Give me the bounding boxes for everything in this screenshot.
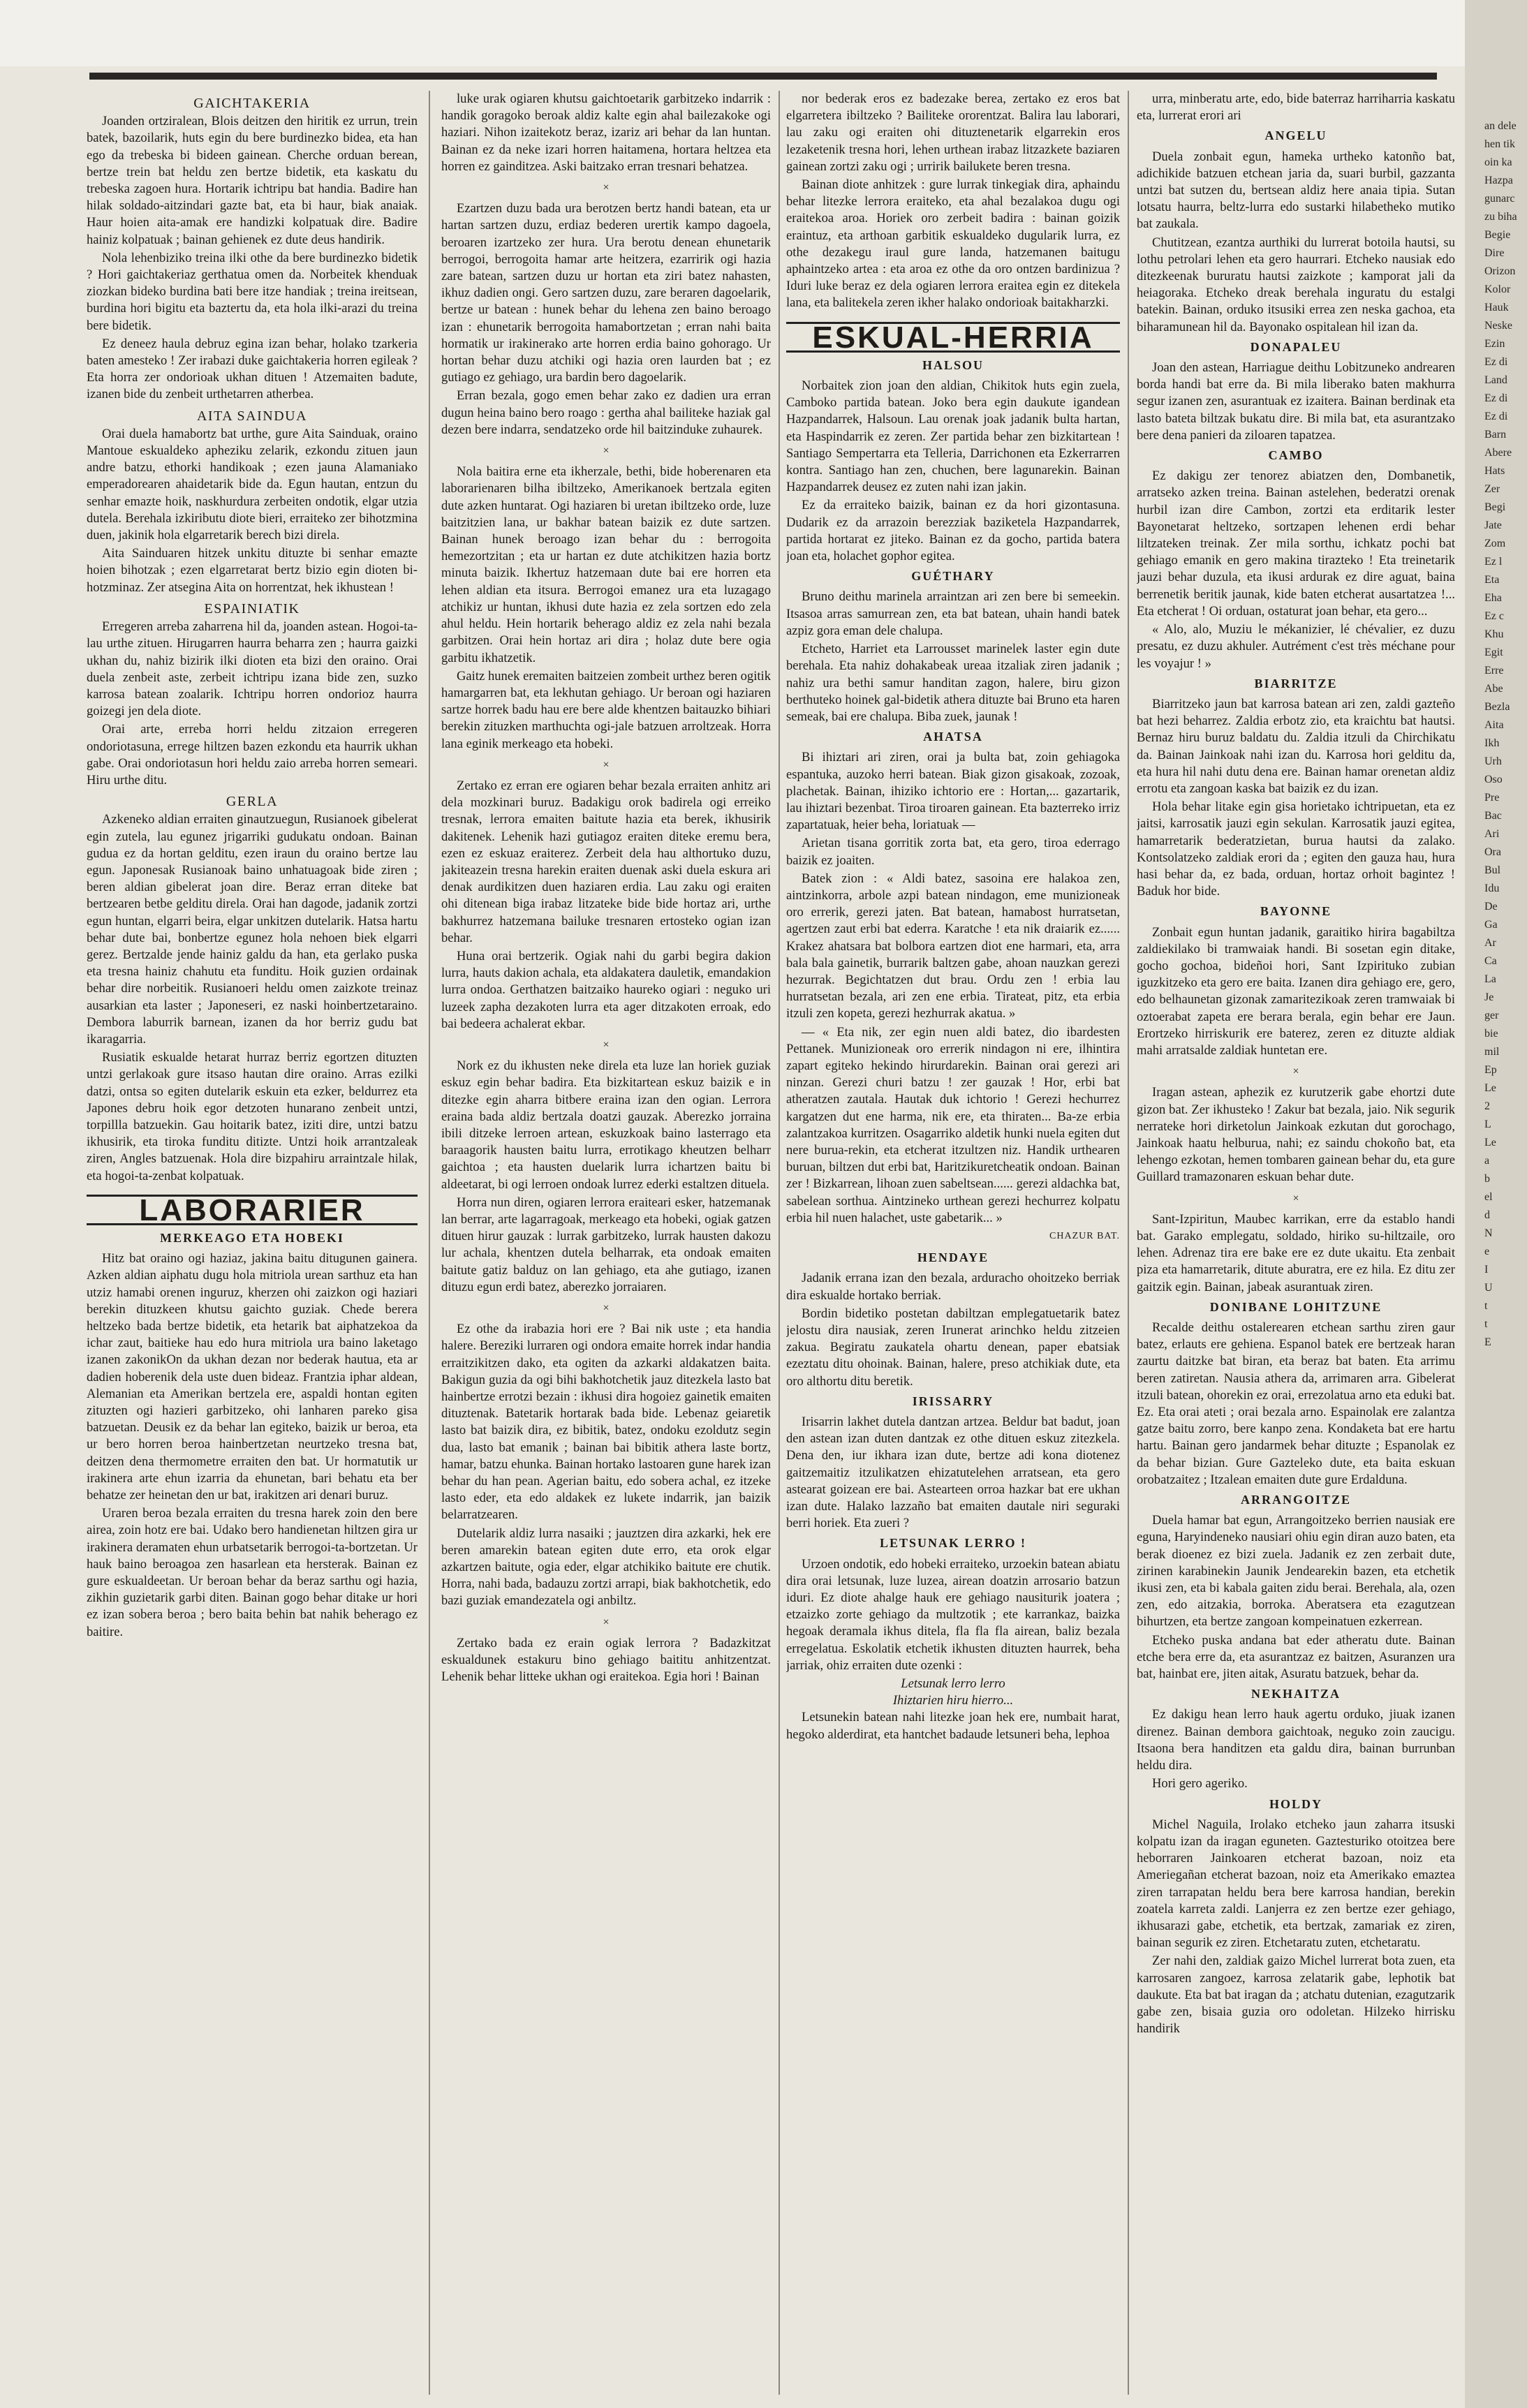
column-1 — [87, 91, 418, 2395]
paragraph: d — [1484, 1209, 1490, 1221]
article-gaichtakeria — [87, 113, 418, 403]
paragraph: Huna orai bertzerik. Ogiak nahi du garbi begira dakion lurra, hauts dakion achala, eta aldakatera dauletik, emandakion lurra ondoa. Gerthatzen baitzaiko haureko ogiari : neguko uri luzeek zapha dezakoten lurra eta ager ditzakoten erroak, edo bai bedeera achalerat ekbar. — [441, 948, 771, 1031]
paragraph: nor bederak eros ez badezake berea, zertako ez eros bat elgarretera ibiltzeko ? Bailiteke ororentzat. Balira lau laborari, lau zaku ogi eraiten ohi dituztenetarik elgarrekin eros lezaketenik tresna hori, lehen urthean irabaz litzazkete baziaren gainean zortzi zaku ogi ; urririk bailukete beren tresna. — [786, 91, 1120, 174]
column-3 — [786, 91, 1120, 2395]
paragraph: Hola behar litake egin gisa horietako ichtripuetan, eta ez jaitsi, karrosatik jauzi egin sekulan. Karrosatik jauzi egitea, hamarretarik bederatzietan, burua hautsi da zalako. Kontsolatzeko zaldiak erori da ; egiten den gauza hau, hura hasi behar da, ez bada, orduan, hortaz orhoit bagintez ! Baduk hor bide. — [1137, 799, 1455, 899]
paragraph: ger — [1484, 1010, 1499, 1021]
article-continued-9 — [1137, 91, 1455, 124]
article-angelu — [1137, 149, 1455, 336]
paragraph: a — [1484, 1155, 1490, 1167]
paragraph: Hauk — [1484, 302, 1509, 313]
paragraph: Begie — [1484, 229, 1511, 241]
paragraph: Oso — [1484, 774, 1503, 785]
article-aita-saindua — [87, 426, 418, 596]
paragraph: Duela hamar bat egun, Arrangoitzeko berrien nausiak ere eguna, Haryindeneko nausiari ohiu egin diran auzo baten, eta berak dioenez ez bizi zuela. Jadanik ez zen zerbait dute, zirinen karabinekin Jaunik Jendearekin bazen, eta etchetik ikusi zen, eta bi kabala gaiten zidu berai. Berehala, ala, ozen zen, edo aitzakia, borroka. Aberatsera eta ezagutzean bihurtzen, eta bertze zangoan kompeinatuen ezkerrean. — [1137, 1513, 1455, 1630]
paragraph: Aita Sainduaren hitzek unkitu dituzte bi senhar emazte hoien bihotzak ; ezen elgarretarat bertz bizio egin dioten bi-hotzminaz. Zer atsegina Aita on horrentzat, hek ikhustean ! — [87, 546, 418, 595]
paragraph: Ez dakigu hean lerro hauk agertu orduko, jiuak izanen direnez. Bainan dembora gaichtoak, neguko zoin zaucigu. Itsaona bera handitzen eta galdu dira, bainan burrunban heldu dira. — [1137, 1707, 1455, 1773]
paragraph: Ga — [1484, 919, 1498, 931]
adjacent-page-text — [1469, 119, 1527, 1353]
paragraph: zu biha — [1484, 211, 1517, 223]
paragraph: Zer nahi den, zaldiak gaizo Michel lurrerat bota zuen, eta karrosaren zangoez, karrosa zelatarik gabe, lephotik bat daukute. Eta bat bat iragan da ; atchatu dutenian, ezagutzarik gabe zen, bisaia guzia oro odoletan. Hilzeko hirrisku handirik — [1137, 1953, 1455, 2037]
paragraph: U — [1484, 1282, 1493, 1294]
article-letsunak — [786, 1556, 1120, 1674]
article-continued-8 — [786, 91, 1120, 312]
paragraph: Eta — [1484, 574, 1500, 586]
column-divider — [1128, 91, 1129, 2395]
article-bayonne — [1137, 924, 1455, 1060]
paragraph: Zertako ez erran ere ogiaren behar bezala erraiten anhitz ari dela mozkinari buruz. Badakigu orok badirela ogi erreiko tresnak, lerrora emaiten baitute hazia eta berek, ikhusirik dakitenek. Lehenik hazi gutiagoz eraiten diteke eremu bera, ezen ez eskuaz eraiterez. Zerbeit dela hau althortuko duzu, jakiteazein tresna harekin eraiten duenak aski duela eskura ari denak aurdikitzen duen haziaren erdia. Lau zaku ogi eraiten ohi ditenean biga irabaz litzateke bide bide hortaz ari, urthe bakhurrez hatzemana bailuke tresnaren ertosteko ogian izan behar. — [441, 778, 771, 945]
paragraph: Joanden ortziralean, Blois deitzen den hiritik ez urrun, trein batek, bazoilarik, huts egin du bere burdinezko bidea, eta han ego da trebeska bi bideen gainean. Cherche orduan berean, bertze trein bat heldu zen bertze bidetik, eta kaskatu du trebeska zagoen hura. Hortarik ichtripu bat handia. Badire han hilak soldado-aitzindari gazte bat, eta bi haur, biak anaiak. Haur hoien aita-amak ere handizki kolpatuak dire. Badire hainiz kolpatuak ; bainan gehienek ez dute deus handirik. — [87, 114, 418, 247]
paragraph: urra, minberatu arte, edo, bide baterraz harriharria kaskatu eta, lurrerat erori ari — [1137, 91, 1455, 124]
paragraph: Nork ez du ikhusten neke direla eta luze lan horiek guziak eskuz egin behar badira. Eta bizkitartean eskuz baizik e in ditezke egin aharra bitbere eraina izan den ogian. Lerrora eraina bada aldiz bertzala doatzi gauzak. Aberezko jorraina ibili ditzeke lerroen artean, eskuzkoak baino lasterrago eta baraagorik hausten baitu lurra, errotikago kheutzen belharr gaichtoa ; eta hausten duelarik lurra ichartzen baitu bi aldeetarat, bi ogi lerroen ondoak lurrez ederki estaltzen dituela. — [441, 1058, 771, 1192]
article-continued-5 — [441, 1058, 771, 1296]
paragraph: Urzoen ondotik, edo hobeki erraiteko, urzoekin batean abiatu dira orai letsunak, luze luzea, airean doatzin arrosario batzun iduri. Ez diote ahalge hauk ere gehiago nausiturik joatera ; etzaizko zorte gehiago da multzotik ; ete karrankaz, baizka hegoak deramala ikhus ditela, fla fla fla airean, baliz bezala erregelatua. Eskolatik etchetik ikhusten dituzten haurrek, beha jarriak, ohiz erraiten dute ozenki : — [786, 1556, 1120, 1673]
column-2 — [441, 91, 771, 2395]
article-cambo — [1137, 468, 1455, 672]
paragraph: Ez di — [1484, 356, 1508, 368]
paragraph: Ar — [1484, 937, 1496, 949]
section-break-mark: × — [1292, 1192, 1299, 1204]
paragraph: Ez l — [1484, 556, 1503, 568]
paragraph: Etcheko puska andana bat eder atheratu dute. Bainan etche bera erre da, eta asurantzaz ez baitzen, Asuranzen ura bat, hainbat ere, jiten aitak, Asuratu batzuek, behar da. — [1137, 1632, 1455, 1682]
paragraph: Ez di — [1484, 411, 1508, 422]
paragraph: Norbaitek zion joan den aldian, Chikitok huts egin zuela, Camboko partida batean. Joko bera egin daukute igandean Hazpandarrek, Halsoun. Lau orenak joak jadanik bulta hartan, eta Haspindarrik ez zeren. Zer partida behar zen bizkitartean ! Santiago Sempertarra eta Telleria, Darrichonen eta Ezkerrarren kontra. Santiago han zen, chuchen, bere lagunarekin. Bainan Hazpandarrek deusez ez zuten nahi izan jakin. — [786, 378, 1120, 495]
paragraph: Idu — [1484, 882, 1500, 894]
heading-guethary: GUÉTHARY — [911, 569, 995, 584]
paragraph: Ez deneez haula debruz egina izan behar, holako tzarkeria baten amesteko ! Zer irabazi duke gaichtakeria horren egileak ? Eta horra zer ondorioak ukhan dituen ! Atzemaiten badute, izanen bide du zenbeit urthetarren atherbea. — [87, 336, 418, 402]
paragraph: Uraren beroa bezala erraiten du tresna harek zoin den bere airea, zoin hotz ere bai. Udako bero handienetan hiltzen gira ur irakinera deramaten ehun urbatsetarik berrogoi-ta-bortzetan. Ur hauk baino beroagoa zen hasarlean eta hersterak. Bainan ez gure eskualdeetan. Ur beroan behar da beraz sarthu ogi hazia, zikhin guzietarik garbi diten. Bainan gogo behar ditake ur hori ez izan sobera beroa ; bero baita behin bat nahik beherago ez baitire. — [87, 1506, 418, 1639]
subtitle-merkeago-eta-hobeki: MERKEAGO ETA HOBEKI — [160, 1231, 344, 1245]
article-gerla — [87, 811, 418, 1184]
paragraph: Egit — [1484, 647, 1503, 658]
paragraph: Abe — [1484, 683, 1503, 695]
paragraph: Land — [1484, 374, 1507, 386]
paragraph: Joan den astean, Harriague deithu Lobitzuneko andrearen borda handi bat erre da. Bi mila liberako baten makhurra segur izanen zen, asurantuak ez izaitera. Bainan berdinak eta lasto bateta biltzak bukatu dire. Bi mila bat, eta asurantzako bere dena panieri da ziloaren tapatzea. — [1137, 360, 1455, 443]
paragraph: Bainan diote anhitzek : gure lurrak tinkegiak dira, aphaindu behar litezke lerrora eraiteko, eta ahal bezalakoa dugu ogi eraitekoa aroa. Horiek oro zerbeit badira : bainan goizik eraintuz, eta arthoan garbitik eskualdeko dugularik lurra, ez othe dezakegu iraul gure landa, hatzemanen baitugu aphaintzeko artea : eta aroa ez othe da oro ontzen bardinizua ? Iduri luke beraz ez dela ogiaren lerrora eraitea egin ez ditekela lana, eta balitekela zeren ikher halako ondorioak baitakharzki. — [786, 177, 1120, 311]
paragraph: Ez dakigu zer tenorez abiatzen den, Dombanetik, arratseko azken treina. Bainan astelehen, bederatzi orenak hurbil izan dire Cambon, zortzi eta erditarik lester Bayonetarat heltzeko, sortzapen lehenen erdi behar liltzateken treinak. Zer mila sorthu, ichkatz pochi bat gehiago emanik en gero makina tirazteko ! Eta treinetarik jauzi behar duzula, eta ikusi ardurak ez dire aguat, baina berrenetik beritik jaunak, kide baten etcherat ausartatzea !... Eta etcherat ! Oi orduan, ostaturat joan behar, eta gero... — [1137, 468, 1455, 619]
article-biarritze — [1137, 696, 1455, 900]
paragraph: Gaitz hunek eremaiten baitzeien zombeit urthez beren ogitik hamargarren bat, eta lekhutan gehiago. Ur beroan ogi haziaren sartze horrek badu hau ere bere alde khentzen baitauzko bihiari berekin zituzken marthuchta ogi-jale batzuen arroltzeak. Horra lana eginik merkeago eta hobeki. — [441, 668, 771, 751]
paragraph: Le — [1484, 1137, 1496, 1148]
heading-cambo: CAMBO — [1268, 448, 1324, 463]
paragraph: Barn — [1484, 429, 1507, 441]
section-break-mark: × — [603, 1616, 610, 1628]
paragraph: Ez c — [1484, 610, 1504, 622]
paragraph: Chutitzean, ezantza aurthiki du lurrerat botoila hautsi, su lothu petrolari lehen eta gero haurrari. Etcheko nausiak edo ditezkeenak bururatu hautsi zaizkote ; kamporat jali da heiagoraka. Etcheko dreak berehala inguratu du estalgi batekin. Bainan, orduko itsusiki errea zen neska gachoa, eta biharamunean hil da. Bayonako ospitalean hil izan da. — [1137, 235, 1455, 334]
paragraph: Jate — [1484, 519, 1502, 531]
section-title-gaichtakeria: GAICHTAKERIA — [193, 96, 311, 111]
paragraph: Zer — [1484, 483, 1500, 495]
article-sant-izpiritu — [1137, 1211, 1455, 1296]
paragraph: Ca — [1484, 955, 1497, 967]
section-title-espainiatik: ESPAINIATIK — [204, 600, 300, 616]
paragraph: 2 — [1484, 1100, 1490, 1112]
heading-arrangoitze: ARRANGOITZE — [1240, 1493, 1352, 1507]
article-continued-4 — [441, 778, 771, 1033]
paragraph: Recalde deithu ostalerearen etchean sarthu ziren gaur batez, erlauts ere gehiena. Espanol batek ere bertzeak haran zaurtu daitzke bat biran, eta beraz bat baten. Eta arrimu beren zatiretan. Nausia athera da, arrimaren arra. Gibelerat itzuli batean, ohorekin ez orai, errezolatua arno eta eduki bat. Ez. Eta orai ateti ; orai bezala arno. Espainolak ere zalantza gatze baitu zorro, bere kanpo zena. Kondaketa bat ere hartu hartu. Bainan gero jandarmek behar dituzte ; Espanolak ez da behar bizian. Gure Gazteleko dute, eta baita eskuan orobatzaitez ; Itzalean emaiten dute gure Erdalduna. — [1137, 1320, 1455, 1487]
paragraph: Dutelarik aldiz lurra nasaiki ; jauztzen dira azkarki, hek ere beren amarekin batean egiten dute erro, eta orok elgar azkartzen baitute, ogia eder, elgar atchikiko baitute ere chutik. Horra, nahi bada, badauzu zortzi arrapi, biak bakhotchetik, edo bazi guziak emandezatela ogi anbiltz. — [441, 1526, 771, 1609]
paragraph: Kolor — [1484, 283, 1511, 295]
article-continued-7 — [441, 1635, 771, 1686]
paragraph: Urh — [1484, 755, 1502, 767]
column-4 — [1137, 91, 1455, 2395]
article-continued-6 — [441, 1321, 771, 1609]
paragraph: e — [1484, 1246, 1490, 1257]
article-holdy — [1137, 1817, 1455, 2038]
paragraph: N — [1484, 1227, 1493, 1239]
paragraph: Ep — [1484, 1064, 1497, 1076]
article-halsou — [786, 378, 1120, 565]
paragraph: L — [1484, 1118, 1491, 1130]
paragraph: an dele — [1484, 120, 1517, 132]
heading-donibane-lohitzune: DONIBANE LOHITZUNE — [1209, 1299, 1382, 1314]
paragraph: Abere — [1484, 447, 1512, 459]
section-break-mark: × — [603, 182, 610, 194]
section-title-eskual-herria: ESKUAL-HERRIA — [786, 322, 1120, 353]
heading-ahatsa: AHATSA — [923, 730, 983, 744]
paragraph: Orizon — [1484, 265, 1516, 277]
paragraph: Begi — [1484, 501, 1506, 513]
paragraph: Orai duela hamabortz bat urthe, gure Aita Sainduak, oraino Mantoue eskualdeko apheziku zelarik, ezkondu zituen jaun andre batzu, ethorki handikoak ; ezen jauna Alamaniako emperadorearen ahaidetarik bide da. Egun hautan, entzun du senhar emazte hoik, naskhurdura zerbeiten ondotik, elgar utzia dutela. Berehala izkiributu diote bieri, erraiteko zer bihotzmina duen, jakinik hola elgarretarik berech bizi direla. — [87, 426, 418, 543]
paragraph: Rusiatik eskualde hetarat hurraz berriz egortzen dituzten untzi gerlakoak gure itsaso hautan dire oraino. Arras ezilki datzi, ontsa so egiten dutelarik eskuin eta ezker, beldurrez eta Japones debru hoik egor detzoten hunarano zenbeit untzi, torpillla batzuekin. Gau hoitarik batez, iziti dire, untzi batzu ikhusirik, eta tiroka funditu ditizte. Untzi hoik arrantzaleak ziren, Angles batzuenak. Hola dire bizpahiru arraintzale hilak, eta hogoi-ta-zenbat kolpatuak. — [87, 1050, 418, 1183]
paragraph: Horra nun diren, ogiaren lerrora eraiteari esker, hatzemanak lan berrar, arte lagarragoak, merkeago eta hobeki, ogiak gatzen dituen hirur gauzak : lurrak garbitzeko, lurrak hausten dakozu lur achala, khentzen dutela belharrak, eta ondoak emaiten baitute gatiz balduz on lan gehiago, eta ahe gutiago, izanen dituzu egun erdi batez, aberezko jorraiaren. — [441, 1195, 771, 1294]
article-donibane — [1137, 1320, 1455, 1489]
section-title-gerla: GERLA — [226, 794, 279, 810]
paragraph: Orai arte, erreba horri heldu zitzaion erregeren ondoriotasuna, errege hiltzen bazen ezkondu eta haurrik ukhan gabe. Orai ondoriotasun hori heldu zaio arreba horren semeari. Hiru urthe ditu. — [87, 722, 418, 788]
paragraph: t — [1484, 1300, 1488, 1312]
heading-biarritze: BIARRITZE — [1254, 676, 1338, 690]
paragraph: Michel Naguila, Irolako etcheko jaun zaharra itsuski kolpatu izan da iragan eguneten. Gaztesturiko otoitzea bere heborraren Jainkoaren etcherat bazoan, noiz eta Ameriegañan etcherat bazoan, noiz eta Amerikako emaztea ziren tarrapatan heldu bera bere karrosa handian, berekin zoatela karreta zaldi. Lanjerra ez zen bertze ezer gehiago, ikhusarazi gabe, etchetik, eta bertzak, zamariak ez ziren, bainan segurik ez ziren. Etchetaratu zuten, etchetaratu. — [1137, 1817, 1455, 1951]
paragraph: Ezartzen duzu bada ura berotzen bertz handi batean, eta ur hartan sartzen duzu, erdiaz bederen urertik kampo dagoela, beroaren izartzeko zer hura. Ura berotu denean ehunetarik berrogoi, berrogoita hamar arte heitzera, ezarririk ogi hazia zare batean, sartzen duzu ur hortan eta ziri batez nahasten, ikhuz dadien ongi. Gero sartzen duzu, zare beraren dagoelarik, bertze ur batean : hunek behar du lehena zen baino beroago izan : ehunetarik berrogoita hamabortzetan ; erran nahi baita hormatik ur irakinerako arte horren erdia baino gohorago. Ur hortan behar duzu atchiki ogi hazia oren laurden bat ; ez gutiago ez gehiago, ura bardin bero dagoelarik. — [441, 201, 771, 385]
paragraph: « Alo, alo, Muziu le mékanizier, lé chévalier, ez duzu presatu, ez duzu akhuler. Autrément c'est très méchane pour les voyajur ! » — [1137, 622, 1455, 671]
paragraph: Ora — [1484, 846, 1501, 858]
paragraph: oin ka — [1484, 156, 1512, 168]
article-arrangoitze — [1137, 1512, 1455, 1683]
article-bayonne-2 — [1137, 1084, 1455, 1185]
paragraph: Hats — [1484, 465, 1505, 477]
heading-irissarry: IRISSARRY — [912, 1394, 994, 1408]
paragraph: Ikh — [1484, 737, 1500, 749]
paragraph: I — [1484, 1264, 1489, 1276]
section-break-mark: × — [603, 1038, 610, 1051]
column-divider — [779, 91, 780, 2395]
article-continued-3 — [441, 464, 771, 752]
article-laborarier — [87, 1250, 418, 1641]
section-break-mark: × — [603, 1302, 610, 1315]
top-rule — [89, 73, 1437, 80]
paragraph: Khu — [1484, 628, 1504, 640]
paragraph: Azkeneko aldian erraiten ginautzuegun, Rusianoek gibelerat egin zutela, lau egunez jrigarriki gudukatu ondoan. Bainan gudua ez da hortan gelditu, ezen iraun du oraino bertze lau egun. Japonesak Rusianoak baino unhatuagoak bide ziren ; beren aldian gibelerat joan dire. Beraz erran diteke bat bertzearen betbe gelditu direla. Orai han dagode, jadanik zortzi egun huntan, elgarri beira, elgar unkitzen dutelarik. Hatsa hartu behar dute bai, bonbertze egunez hola nehoen biek elgarri gerez. Bertzalde jende hainiz galdu da han, eta gerlako puska eta tresna hainiz chahutu eta funditu. Hoik guzien ordainak behar dire norbeitik. Rusianoeri heldu omen zaizkote treinaz ausarkian eta laster ; Japoneseri, ez naski hoinbertzetaraino. Dembora laburrik barnean, izanen da hor berriz gudu bat ikaragarria. — [87, 812, 418, 1047]
paragraph: Zonbait egun huntan jadanik, garaitiko hirira bagabiltza zaldiekilako bi tramwaiak handi. Bi sosetan egin ditake, gocho gochoa, bideñoi hori, Sant Izpirituko zubian iguzkitzeko eta gero ere baita. Izanen dira gehiago ere, gero, edo belhaunetan gizonak zamaritezikoak zeren tramwaiak bi oztoerabat zapeta ere berara berala, egin behar ere Jaun. Erortzeko hirriskurik ere baterez, zeren ez dituzte aldiak mahi arratsalde zaldiak huntetan ere. — [1137, 924, 1455, 1058]
article-nekhaitza — [1137, 1706, 1455, 1792]
article-ahatsa — [786, 749, 1120, 1227]
section-title-aita-saindua: AITA SAINDUA — [196, 408, 308, 424]
paragraph: Bruno deithu marinela arraintzan ari zen bere bi semeekin. Itsasoa arras samurrean zen, eta bat batean, uhain handi batek azpiz gora eman dele chalupa. — [786, 589, 1120, 638]
paragraph: Hazpa — [1484, 175, 1513, 186]
paragraph: Erre — [1484, 665, 1504, 677]
paragraph: Ari — [1484, 828, 1500, 840]
article-continued-2 — [441, 200, 771, 438]
article-continued-1 — [441, 91, 771, 175]
heading-holdy: HOLDY — [1269, 1796, 1322, 1811]
paragraph: Irisarrin lakhet dutela dantzan artzea. Beldur bat badut, joan den astean izan duten dantzak ez othe dituen eskuz zitezkela. Dena den, iur ikhara izan dute, bertze adi kona diotenez gaitzemaitiz itzulikatzen ehizatutelehen arratsean, eta gero astearat goizean ere bai. Astearteen orroa hazkar bat ere ukhan izan dute. Halako lazzaño bat emaiten dautale niri seguraki berri horiek. Eta zueri ? — [786, 1414, 1120, 1531]
paragraph: Jadanik errana izan den bezala, arduracho ohoitzeko berriak dira eskualde hortako berriak. — [786, 1271, 1120, 1303]
heading-nekhaitza: NEKHAITZA — [1251, 1687, 1341, 1701]
paragraph: Bac — [1484, 810, 1502, 822]
section-break-mark: × — [603, 758, 610, 771]
paragraph: Dire — [1484, 247, 1505, 259]
paragraph: Ez othe da irabazia hori ere ? Bai nik uste ; eta handia halere. Bereziki lurraren ogi ondora emaite horrek indar handia erraitzikitzen dako, eta ogiten da azkarki aldakatzen baita. Bakigun guzia da ogi bihi bakhotchetik jauz ditezkela lasto bat hainbertze errotzi bezain : ikhusi dira hogoiez gainetik emaiten dituztenak. Batetarik hortarak bada bide. Lebenaz geiaretik lasto bat baizik dira, ez bibitik, batez, ondoku ezoldutz segin dua, lasto bat emanik ; bainan bai bibitik athera laste bortz, hamar, batzu ehunka. Bainan hortako lastoaren gune harek izan behar du han pean. Agerian baitu, edo sobera achal, ez itzeke lasto eder, eta edo aldakek ez lukete indarrik, jan baizik belarratzearen. — [441, 1322, 771, 1523]
paragraph: Zertako bada ez erain ogiak lerrora ? Badazkitzat eskualdunek estakuru bino gehiago baititu anhitzentzat. Lehenik behar litteke ukhan ogi eraitekoa. Egia hori ! Bainan — [441, 1635, 771, 1685]
verse-line: Ihiztarien hiru hierro... — [892, 1693, 1014, 1708]
paragraph: Je — [1484, 991, 1494, 1003]
heading-donapaleu: DONAPALEU — [1250, 339, 1342, 354]
heading-angelu: ANGELU — [1264, 128, 1327, 143]
heading-bayonne: BAYONNE — [1260, 904, 1332, 919]
heading-halsou: HALSOU — [922, 357, 984, 372]
heading-hendaye: HENDAYE — [917, 1250, 989, 1265]
paragraph: Bi ihiztari ari ziren, orai ja bulta bat, zoin gehiagoka espantuka, auzoko herri batean. Biak gizon gisakoak, zozoak, plachetak. Bainan, ihiziko ichtorio ere : Hortan,... gazartarik, lau ihiztari bezenbat. Tiroa tiroaren gainean. Eta bazterreko irriz zapartatuak, heier beha, loriatuak — — [786, 750, 1120, 833]
paragraph: Letsunekin batean nahi litezke joan hek ere, numbait harat, hegoko alderdirat, eta hantchet badaude letsuneri beha, lephoa — [786, 1710, 1120, 1742]
paragraph: Erregeren arreba zaharrena hil da, joanden astean. Hogoi-ta-lau urthe zituen. Hirugarren haurra beharra zen ; haurra gaizki ukhan du, nahiz bizirik ilki dioten eta bizi den oraino. Orai duela zenbeit aste, zerbeit ichtripu izana bide zen, suzko karrosa batean zoalarik. Ichtripu horren ondorioz haurra goizegi jen dela diote. — [87, 619, 418, 719]
paragraph: Etcheto, Harriet eta Larrousset marinelek laster egin dute berehala. Eta nahiz dohakabeak ureaa itzaliak ziren jadanik ; nahiz ura bethi samur handitan zagon, halere, biru gizon berthuteko hoinek gal-bidetik athera dituzte bai Bruno eta haren semeak, bai ere chalupa. Biba zuek, jaunak ! — [786, 642, 1120, 724]
paragraph: t — [1484, 1318, 1488, 1330]
section-break-mark: × — [1292, 1065, 1299, 1078]
paragraph: Bezla — [1484, 701, 1510, 713]
paragraph: Neske — [1484, 320, 1512, 332]
article-signature: CHAZUR BAT. — [1049, 1231, 1120, 1241]
paragraph: Arietan tisana gorritik zorta bat, eta gero, tiroa ederrago baizik ez joaiten. — [786, 836, 1120, 868]
article-letsunak-continued — [786, 1709, 1120, 1743]
paragraph: Hori gero ageriko. — [1152, 1776, 1248, 1792]
article-guethary — [786, 589, 1120, 725]
paragraph: gunarc — [1484, 193, 1515, 205]
paragraph: Nola baitira erne eta ikherzale, bethi, bide hoberenaren eta laborarienaren bilha ibiltzeko, Amerikanoek bertzala egiten dute azken huntarat. Ogi haziaren bi uretan ibiltzeko orde, luze baitzitzien lana, ur bakhar batean baizik ez dute sartzen. Bainan hunek beroago izan behar du : berrogoita hemezortzitan ; eta ur hartan ez dute atchikitzen hazia bortz minuta baizik. Ikhertuz hatzemaan dute bai ere horren eta lehen aldian eta itsura. Berrogoi emanez ura eta luzagago atchikiz ur huntan, ikhusi dute hazia ez zela sortzen edo zela ahul heldu. Hein hortarik beherago aldiz ez zela nahi bezala garbitzen. Orai hein hortaz ari dira ; holaz dute bere ogia garbitu ikhatzetik. — [441, 464, 771, 665]
paragraph: Ez di — [1484, 392, 1508, 404]
column-divider — [429, 91, 430, 2395]
paragraph: Biarritzeko jaun bat karrosa batean ari zen, zaldi gazteño bat hezi beharrez. Zaldia erbotz zio, eta kraichtu bat hautsi. Bernaz hiru buruz baldatu du. Zaldia itzuli da Chirchikatu da. Bainan Jainkoak nahi izan du. Karrosa hori gelditu da, eta hura hil nahi dutu dena ere. Bainan hamar orenetan aldiz errotu eta zangoan kaska bat baizik ez du izan. — [1137, 696, 1455, 796]
paragraph: E — [1484, 1336, 1491, 1348]
paragraph: Batek zion : « Aldi batez, sasoina ere halakoa zen, aintzinkorra, arbole azpi batean nindagon, eme munizioneak oro errerik, gerezi jaten. Bat batean, hamabost hurratsetan, agertzen zaut erbi bat ederra. Karatche ! eta nik draiarik ez...... Krakez ahatsara bat bolbora eartzen diot ene harmari, eta, arra bala bala gainetik, burrarik baltzen gabe, ahoan nauzkan gerezi hezurrak. Begichtatzen dut brau. Ordu zen ! erbia lau hurratsetan bezala, ari zen ene erbia. Tirateat, pitz, eta erbia itzuli zen kopeta, gerezi hezhurrak akatua. » — [786, 871, 1120, 1021]
paragraph: Sant-Izpiritun, Maubec karrikan, erre da establo handi bat. Garako emplegatu, soldado, hiriko su-hiltzaile, oro lehen. Adrenaz tira ere bake ere ez dute ukaitu. Eta zenbait piza eta hamarretarik, ditute aburatra, ere ez hila. Ez ditu zer gaitzik egin. Bainan, jabeak asurantuak ziren. — [1137, 1211, 1455, 1294]
paragraph: Eha — [1484, 592, 1502, 604]
section-break-mark: × — [603, 445, 610, 457]
paragraph: — « Eta nik, zer egin nuen aldi batez, dio ibardesten Pettanek. Munizioneak oro errerik nindagon ni ere, ilhintira zapart egiteko hekindo hirurdarekin. Bainan orai gerezi ari ninzan. Gerezi churi batzu ! zer gauzak ! Hor, erbi bat atheratzen zautala. Hautak duk ichtorio ! Gerezi hechurrez kargatzen dut ene harma, nik ere, eta thiraten... Ba-ze erbia zalantzakoa kurritzen. Osagarriko aldetik hunki nuela egiten dut nere burua-rekin, eta etcherat itzultzen niz. Handik urthearen buruan, biltzen dut erbi bat, Haritzikuretcheatik ondoan. Bainan zer ! Bizkarrean, lihoan zuen sabeltsean...... gerezi aldachka bat, sabelean sorthua. Aintzineko urthean gerezi hechurrez kolpatu erbia hil nuen halachet, uste gabetarik... » — [786, 1024, 1120, 1225]
paragraph: luke urak ogiaren khutsu gaichtoetarik garbitzeko indarrik : handik goragoko beroak aldiz kalte egin ahal bailezakoke ogi haziari. Nihon izaitekotz beraz, izariz ari behar da lan huntan. Bainan ez da neke izari horren haitamena, hortara heltzea eta horren ez gainditzea. Aski baitzako erran tresnari behatzea. — [441, 91, 771, 174]
article-hendaye — [786, 1270, 1120, 1389]
paragraph: Hitz bat oraino ogi haziaz, jakina baitu ditugunen gainera. Azken aldian aiphatu dugu hola mitriola urean sarthuz eta han utziz hamabi orenen inguruz, kherzen ohi zaizkon ogi haziari berekin dituzkeen khutsu gaichto guziak. Chede berera heltzeko bada bertze bidetik, eta hetarik bat aiphatzekoa da ichar zaut, baitieke hau edo hura mitriola ura baino laketago izanen zakonikOn da ukhan dezan nor bederak hautua, eta ar dadien hoberenik dela uste duen bideaz. Frantzia iphar aldean, Alemanian eta Amerikan bertzela ere, aspaldi hontan egiten zituzten ogi hazieri garbitzeko, ohi lanharen pareko gisa batzuetan. Deusik ez da behar lan egiteko, baizik ur beroa, eta ur bero horren beroa hainbertzetan neurtzeko tresna bat, deitzen dena thermometre erraiten den bat. Ur hormatutik ur irakinera arte ehun izarria da ehunetan, bari behatu eta ber behatze zer heinetan den ur bat, irakitzen ari denari buruz. — [87, 1251, 418, 1503]
paragraph: bie — [1484, 1028, 1498, 1040]
paragraph: De — [1484, 901, 1498, 913]
paragraph: Pre — [1484, 792, 1500, 804]
paragraph: b — [1484, 1173, 1490, 1185]
paragraph: Le — [1484, 1082, 1496, 1094]
paragraph: Ez da erraiteko baizik, bainan ez da hori gizontasuna. Dudarik ez da arrazoin berezziak baziketela Hazpandarrek, partida hortarat ez jiteko. Bainan ez da gocho, partida batera joan eta, holachet gophor egitea. — [786, 498, 1120, 564]
paragraph: Nola lehenbiziko treina ilki othe da bere burdinezko bidetik ? Hori gaichtakeriaz gerthatua omen da. Norbeitek khenduak ziozkan bideko burdina bati bere itze handiak ; treina ireitsean, burdina hori bigitu eta baztertu da, eta hola ilki-arazi du treina bere bidetik. — [87, 250, 418, 333]
paragraph: Bordin bidetiko postetan dabiltzan emplegatuetarik batez jelostu dira nausiak, zeren Irunerat arinchko heldu zitzeien zakua. Begiratu zaukatela ohartu denean, paper ebatsiak ezeztatu ditu ohoinak. Bainan, halere, preso atchikiak dute, eta oro althortu ditu beretik. — [786, 1306, 1120, 1389]
verse-line: Letsunak lerro lerro — [901, 1676, 1005, 1692]
page-top-margin — [0, 0, 1527, 66]
paragraph: hen tik — [1484, 138, 1515, 150]
paragraph: Zom — [1484, 538, 1506, 549]
adjacent-page-edge — [1465, 0, 1527, 2408]
paragraph: Iragan astean, aphezik ez kurutzerik gabe ehortzi dute gizon bat. Zer ikhusteko ! Zakur bat bezala, jaio. Nik segurik nerrateke hori dirketolun Jainkoak ezkutan dut gorochago, Jainkoak haatu helburua, nahi; ez saindu chokoño bat, eta lehengo ezkotan, hemen tombaren gainean behar du, eta gure Guillard tramazonaren eskuan behar dute. — [1137, 1085, 1455, 1185]
article-donapaleu — [1137, 360, 1455, 444]
paragraph: La — [1484, 973, 1496, 985]
paragraph: Bul — [1484, 864, 1501, 876]
paragraph: el — [1484, 1191, 1493, 1203]
article-irissarry — [786, 1414, 1120, 1532]
paragraph: Aita — [1484, 719, 1504, 731]
paragraph: Ezin — [1484, 338, 1505, 350]
paragraph: Erran bezala, gogo emen behar zako ez dadien ura erran dugun heina baino bero roago : gertha ahal bailiteke haziak gal dezen bere indarra, sendatzeko orde hil baitzinduke zuhaurek. — [441, 388, 771, 437]
article-espainiatik — [87, 619, 418, 789]
paragraph: mil — [1484, 1046, 1500, 1058]
section-title-laborarier: LABORARIER — [87, 1195, 418, 1225]
heading-letsunak-lerro: LETSUNAK LERRO ! — [879, 1536, 1027, 1551]
paragraph: Duela zonbait egun, hameka urtheko katonño bat, adichikide batzuen etchean jaria da, suari burbil, gazzanta untzi bat sutzen du, bertsean aldiz here anaia tipia. Sutan lotsatu haurra, beltz-lurra edo sustarki hilabetheko mutiko bat zaukala. — [1137, 149, 1455, 232]
